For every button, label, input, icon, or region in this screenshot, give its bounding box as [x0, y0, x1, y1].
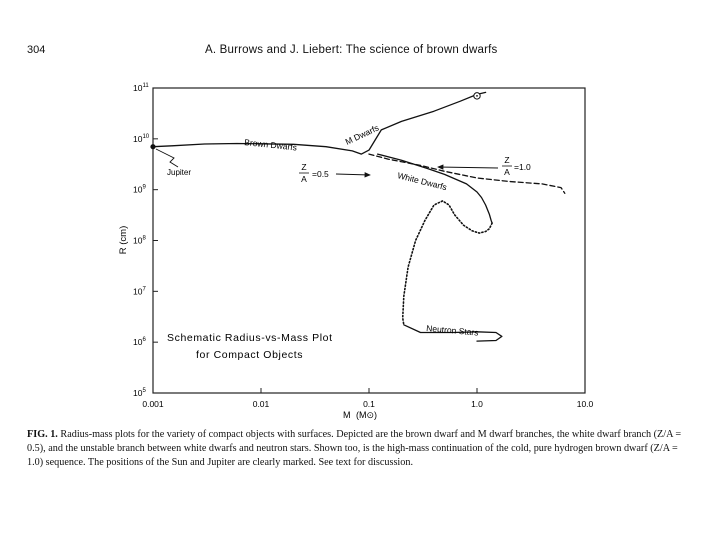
annotation-neutron-stars: Neutron Stars [425, 323, 479, 338]
y-tick-label: $10^8$ [133, 235, 146, 246]
x-axis-label [343, 410, 377, 420]
x-axis-label-main: M [342, 410, 351, 420]
plot-title-line1: Schematic Radius-vs-Mass Plot [167, 332, 333, 344]
x-tick-label: 0.001 [142, 399, 164, 409]
figure-label: FIG. 1. [27, 429, 58, 440]
y-tick-label: $10^{10}$ [133, 133, 150, 144]
x-axis-label-unit: (M⊙) [355, 410, 378, 420]
annotation-brown-dwarfs: Brown Dwarfs [243, 137, 298, 153]
za-half-arrow [336, 174, 370, 175]
y-axis-label: R (cm) [118, 225, 129, 255]
y-tick-label: $10^9$ [133, 184, 146, 195]
za-one-numerator: Z [504, 155, 510, 165]
y-tick-label: $10^6$ [133, 337, 146, 348]
za-half-value: =0.5 [312, 169, 329, 179]
y-tick-label: $10^{11}$ [133, 83, 149, 93]
x-tick-label: 10.0 [576, 399, 594, 409]
za-one-value: =1.0 [514, 162, 531, 172]
y-tick-label: $10^7$ [133, 286, 146, 297]
annotation-jupiter: Jupiter [167, 168, 192, 177]
annotation-white-dwarfs: White Dwarfs [396, 170, 448, 193]
y-tick-label: $10^5$ [133, 388, 146, 398]
y-axis-ticks [133, 83, 158, 398]
jupiter-pointer [156, 149, 178, 167]
x-tick-label: 0.01 [252, 399, 270, 409]
curve-solid-0 [153, 92, 486, 154]
za-one-label [502, 155, 531, 177]
x-tick-label: 0.1 [363, 399, 375, 409]
page-number: 304 [27, 44, 46, 56]
curve-dotted-3 [403, 201, 492, 325]
markers [150, 93, 480, 153]
za-half-numerator: Z [301, 162, 307, 172]
figure-caption-text: Radius-mass plots for the variety of compact objects with surfaces. Depicted are the brown dwarf and M dwarf branches, the white dwarf branch (Z/A = 0.5), and the unstable branch between white dwarfs and neutron stars. Shown too, is the high-mass continuation of the cold, pure hydrogen brown dwarf (Z/A = 1.0) sequence. The positions of the Sun and Jupiter are clearly marked. See text for discussion. [27, 429, 682, 469]
sun-marker-dot [476, 95, 478, 97]
plot-title-line2: for Compact Objects [196, 349, 304, 361]
za-half-denominator: A [301, 174, 307, 184]
za-one-arrow [438, 167, 498, 168]
za-one-denominator: A [504, 167, 510, 177]
za-half-label [299, 162, 329, 184]
figure-caption [27, 428, 692, 471]
running-title: A. Burrows and J. Liebert: The science of brown dwarfs [205, 44, 498, 56]
x-axis-ticks [142, 388, 593, 409]
jupiter-marker [150, 144, 155, 149]
x-tick-label: 1.0 [471, 399, 483, 409]
annotation-m-dwarfs: M Dwarfs [343, 122, 381, 147]
